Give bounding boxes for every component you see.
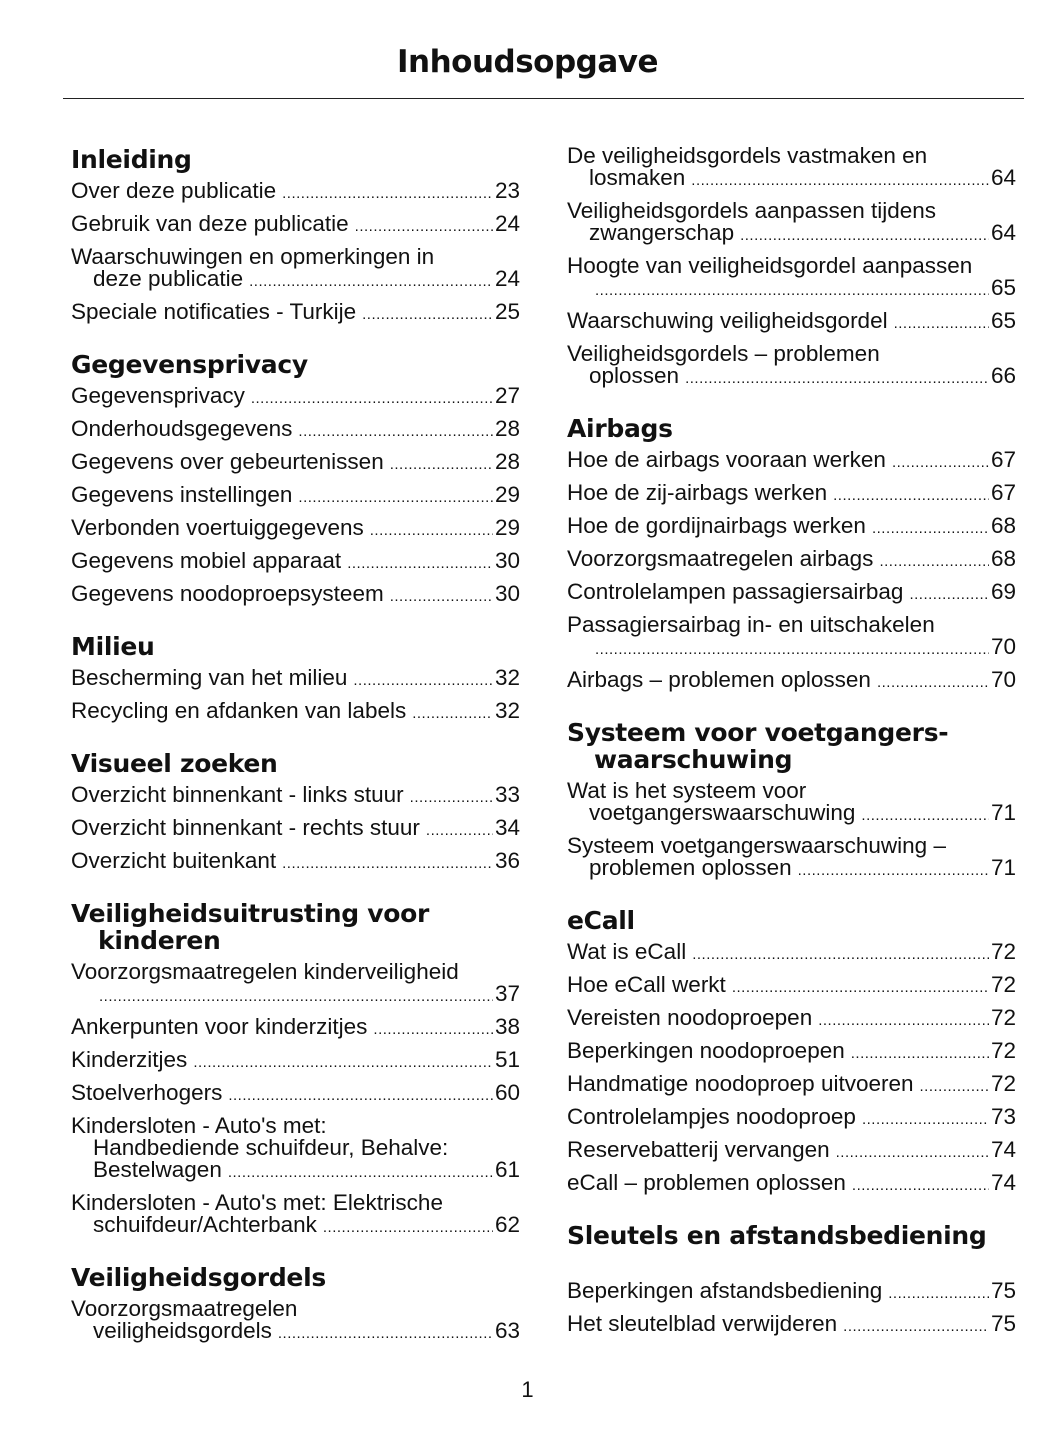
section-heading: Airbags: [567, 414, 673, 443]
dot-leader: [691, 170, 989, 192]
toc-entry[interactable]: [71, 850, 520, 883]
entry-page-number: 65: [990, 275, 1016, 300]
entry-text: Reservebatterij vervangen: [567, 1137, 830, 1162]
entry-text: eCall – problemen oplossen: [567, 1170, 846, 1195]
dot-leader: [877, 672, 989, 694]
toc-section: [71, 900, 520, 1247]
toc-entry[interactable]: [71, 180, 520, 213]
entry-text: Controlelampen passagiersairbag: [567, 579, 904, 604]
entry-text: Speciale notificaties - Turkije: [71, 299, 357, 324]
entry-text: zwangerschap: [589, 220, 735, 245]
dot-leader: [862, 1109, 989, 1131]
toc-left-column: [71, 140, 520, 1370]
entry-text: Gegevens over gebeurtenissen: [71, 449, 384, 474]
dot-leader: [833, 485, 989, 507]
entry-page-number: 28: [494, 449, 520, 474]
entry-page-number: 72: [990, 972, 1016, 997]
dot-leader: [836, 1142, 989, 1164]
entry-text: Voorzorgsmaatregelen: [71, 1296, 298, 1321]
entry-text: De veiligheidsgordels vastmaken en: [567, 143, 928, 168]
entry-page-number: 75: [990, 1278, 1016, 1303]
toc-entry[interactable]: [567, 449, 1016, 482]
entry-text: Waarschuwing veiligheidsgordel: [567, 308, 888, 333]
entry-text: Controlelampjes noodoproep: [567, 1104, 856, 1129]
section-heading: Inleiding: [71, 145, 192, 174]
dot-leader: [353, 670, 493, 692]
entry-text: Hoe de gordijnairbags werken: [567, 513, 866, 538]
entry-text: Beperkingen afstandsbediening: [567, 1278, 883, 1303]
entry-text: Waarschuwingen en opmerkingen in: [71, 244, 435, 269]
toc-entry[interactable]: [71, 1115, 520, 1192]
toc-entry[interactable]: [71, 385, 520, 418]
entry-text: Gebruik van deze publicatie: [71, 211, 349, 236]
toc-entry[interactable]: [567, 1007, 1016, 1040]
entry-page-number: 75: [990, 1311, 1016, 1336]
entry-page-number: 70: [990, 667, 1016, 692]
toc-entry[interactable]: [567, 515, 1016, 548]
toc-section: [71, 351, 520, 616]
entry-page-number: 29: [494, 482, 520, 507]
dot-leader: [251, 388, 493, 410]
dot-leader: [228, 1162, 493, 1184]
toc-entry[interactable]: [71, 484, 520, 517]
entry-page-number: 27: [494, 383, 520, 408]
toc-entry[interactable]: [567, 614, 1016, 669]
dot-leader: [818, 1010, 989, 1032]
toc-entry[interactable]: [71, 1082, 520, 1115]
dot-leader: [298, 487, 493, 509]
dot-leader: [685, 368, 989, 390]
toc-section: [567, 907, 1016, 1205]
dot-leader: [362, 304, 493, 326]
toc-entry[interactable]: [71, 301, 520, 334]
toc-entry[interactable]: [71, 583, 520, 616]
toc-entry[interactable]: [567, 1280, 1016, 1313]
dot-leader: [99, 986, 493, 1008]
toc-entry[interactable]: [71, 784, 520, 817]
entry-page-number: 67: [990, 480, 1016, 505]
entry-text: Gegevens noodoproepsysteem: [71, 581, 384, 606]
dot-leader: [355, 216, 493, 238]
entry-text: Stoelverhogers: [71, 1080, 223, 1105]
dot-leader: [298, 421, 493, 443]
entry-text: Wat is het systeem voor: [567, 778, 807, 803]
toc-entry[interactable]: [567, 310, 1016, 343]
toc-entry[interactable]: [71, 961, 520, 1016]
entry-page-number: 32: [494, 698, 520, 723]
entry-text: veiligheidsgordels: [93, 1318, 272, 1343]
dot-leader: [892, 452, 989, 474]
toc-entry[interactable]: [567, 1040, 1016, 1073]
section-heading: Milieu: [71, 632, 155, 661]
page-number: 1: [521, 1377, 534, 1402]
entry-text: Overzicht buitenkant: [71, 848, 277, 873]
entry-page-number: 61: [494, 1157, 520, 1182]
section-heading: Sleutels en afstandsbediening: [567, 1221, 987, 1250]
toc-entry[interactable]: [71, 700, 520, 733]
page-title: Inhoudsopgave: [396, 44, 658, 80]
toc-entry[interactable]: [71, 451, 520, 484]
entry-text: Handmatige noodoproep uitvoeren: [567, 1071, 914, 1096]
entry-page-number: 32: [494, 665, 520, 690]
dot-leader: [595, 639, 989, 661]
toc-entry[interactable]: [71, 1298, 520, 1353]
toc-section: [71, 633, 520, 733]
entry-page-number: 72: [990, 1071, 1016, 1096]
dot-leader: [852, 1175, 989, 1197]
toc-entry[interactable]: [71, 246, 520, 301]
section-heading: Veiligheidsgordels: [71, 1263, 326, 1292]
entry-page-number: 64: [990, 220, 1016, 245]
entry-page-number: 71: [990, 800, 1016, 825]
entry-text: Veiligheidsgordels – problemen: [567, 341, 880, 366]
entry-page-number: 72: [990, 939, 1016, 964]
entry-text: Beperkingen noodoproepen: [567, 1038, 845, 1063]
entry-page-number: 29: [494, 515, 520, 540]
toc-section: [567, 145, 1016, 398]
entry-text: Bestelwagen: [93, 1157, 222, 1182]
dot-leader: [390, 454, 493, 476]
toc-entry[interactable]: [71, 213, 520, 246]
entry-text: Kindersloten - Auto's met:: [71, 1113, 327, 1138]
toc-section: [567, 415, 1016, 702]
dot-leader: [732, 977, 989, 999]
dot-leader: [851, 1043, 989, 1065]
entry-page-number: 74: [990, 1170, 1016, 1195]
dot-leader: [410, 787, 493, 809]
entry-text: losmaken: [589, 165, 686, 190]
entry-page-number: 38: [494, 1014, 520, 1039]
entry-text: Overzicht binnenkant - rechts stuur: [71, 815, 420, 840]
entry-text: Bescherming van het milieu: [71, 665, 348, 690]
toc-section: [567, 1222, 1016, 1346]
entry-page-number: 69: [990, 579, 1016, 604]
entry-page-number: 23: [494, 178, 520, 203]
toc-entry[interactable]: [567, 200, 1016, 255]
entry-text: Voorzorgsmaatregelen kinderveiligheid: [71, 959, 459, 984]
entry-page-number: 72: [990, 1005, 1016, 1030]
toc-entry[interactable]: [71, 1016, 520, 1049]
toc-entry[interactable]: [567, 941, 1016, 974]
toc-entry[interactable]: [567, 255, 1016, 310]
toc-entry[interactable]: [567, 1172, 1016, 1205]
section-heading: Visueel zoeken: [71, 749, 278, 778]
dot-leader: [373, 1019, 493, 1041]
entry-text: Overzicht binnenkant - links stuur: [71, 782, 404, 807]
entry-page-number: 24: [494, 211, 520, 236]
entry-text: deze publicatie: [93, 266, 244, 291]
toc-entry[interactable]: [71, 817, 520, 850]
dot-leader: [740, 225, 989, 247]
entry-text: Kinderzitjes: [71, 1047, 188, 1072]
entry-text: Handbediende schuifdeur, Behalve:: [93, 1135, 449, 1160]
dot-leader: [282, 853, 493, 875]
toc-entry[interactable]: [567, 669, 1016, 702]
dot-leader: [370, 520, 493, 542]
entry-page-number: 72: [990, 1038, 1016, 1063]
dot-leader: [894, 313, 989, 335]
entry-text: Hoe eCall werkt: [567, 972, 726, 997]
toc-entry[interactable]: [567, 780, 1016, 835]
dot-leader: [390, 586, 493, 608]
toc-entry[interactable]: [567, 1313, 1016, 1346]
entry-text: schuifdeur/Achterbank: [93, 1212, 317, 1237]
entry-page-number: 36: [494, 848, 520, 873]
toc-entry[interactable]: [567, 974, 1016, 1007]
dot-leader: [412, 703, 493, 725]
entry-page-number: 25: [494, 299, 520, 324]
dot-leader: [347, 553, 493, 575]
entry-page-number: 28: [494, 416, 520, 441]
entry-page-number: 66: [990, 363, 1016, 388]
dot-leader: [228, 1085, 493, 1107]
dot-leader: [323, 1217, 493, 1239]
entry-text: Passagiersairbag in- en uitschakelen: [567, 612, 935, 637]
entry-text: Hoogte van veiligheidsgordel aanpassen: [567, 253, 973, 278]
entry-text: Systeem voetgangerswaarschuwing –: [567, 833, 946, 858]
entry-page-number: 74: [990, 1137, 1016, 1162]
toc-entry[interactable]: [567, 835, 1016, 890]
dot-leader: [879, 551, 989, 573]
toc-entry[interactable]: [567, 145, 1016, 200]
entry-text: Wat is eCall: [567, 939, 687, 964]
entry-page-number: 51: [494, 1047, 520, 1072]
entry-text: Het sleutelblad verwijderen: [567, 1311, 838, 1336]
entry-page-number: 30: [494, 548, 520, 573]
toc-entry[interactable]: [567, 548, 1016, 581]
toc-section: [567, 719, 1016, 890]
entry-page-number: 68: [990, 546, 1016, 571]
dot-leader: [282, 183, 493, 205]
dot-leader: [843, 1316, 989, 1338]
entry-page-number: 68: [990, 513, 1016, 538]
entry-page-number: 33: [494, 782, 520, 807]
toc-entry[interactable]: [567, 1139, 1016, 1172]
toc-entry[interactable]: [567, 482, 1016, 515]
entry-page-number: 37: [494, 981, 520, 1006]
entry-page-number: 30: [494, 581, 520, 606]
dot-leader: [692, 944, 989, 966]
toc-right-column: [567, 145, 1016, 1363]
entry-text: Recycling en afdanken van labels: [71, 698, 407, 723]
entry-page-number: 60: [494, 1080, 520, 1105]
entry-text: problemen oplossen: [589, 855, 792, 880]
dot-leader: [595, 280, 989, 302]
toc-entry[interactable]: [71, 550, 520, 583]
toc-entry[interactable]: [567, 581, 1016, 614]
entry-page-number: 62: [494, 1212, 520, 1237]
entry-text: oplossen: [589, 363, 680, 388]
toc-entry[interactable]: [567, 1073, 1016, 1106]
entry-text: Onderhoudsgegevens: [71, 416, 293, 441]
entry-text: Airbags – problemen oplossen: [567, 667, 871, 692]
section-heading: Systeem voor voetgangers-waarschuwing: [567, 718, 949, 774]
toc-entry[interactable]: [71, 667, 520, 700]
toc-section: [71, 1264, 520, 1353]
dot-leader: [193, 1052, 493, 1074]
toc-section: [71, 146, 520, 334]
entry-page-number: 67: [990, 447, 1016, 472]
entry-text: Kindersloten - Auto's met: Elektrische: [71, 1190, 443, 1215]
dot-leader: [426, 820, 493, 842]
entry-page-number: 34: [494, 815, 520, 840]
entry-text: Over deze publicatie: [71, 178, 277, 203]
entry-text: Hoe de zij-airbags werken: [567, 480, 828, 505]
dot-leader: [798, 860, 989, 882]
toc-entry[interactable]: [71, 1192, 520, 1247]
entry-page-number: 24: [494, 266, 520, 291]
entry-text: Voorzorgsmaatregelen airbags: [567, 546, 874, 571]
toc-entry[interactable]: [71, 1049, 520, 1082]
entry-text: Verbonden voertuiggegevens: [71, 515, 364, 540]
entry-page-number: 65: [990, 308, 1016, 333]
entry-text: Gegevensprivacy: [71, 383, 245, 408]
toc-entry[interactable]: [567, 343, 1016, 398]
dot-leader: [861, 805, 989, 827]
section-heading: eCall: [567, 906, 635, 935]
toc-section: [71, 750, 520, 883]
entry-page-number: 73: [990, 1104, 1016, 1129]
entry-page-number: 70: [990, 634, 1016, 659]
entry-text: Gegevens instellingen: [71, 482, 293, 507]
toc-entry[interactable]: [567, 1106, 1016, 1139]
entry-text: Veiligheidsgordels aanpassen tijdens: [567, 198, 937, 223]
toc-entry[interactable]: [71, 418, 520, 451]
entry-page-number: 71: [990, 855, 1016, 880]
dot-leader: [278, 1323, 493, 1345]
dot-leader: [888, 1283, 989, 1305]
entry-text: Ankerpunten voor kinderzitjes: [71, 1014, 368, 1039]
title-divider: [63, 98, 1024, 99]
toc-entry[interactable]: [71, 517, 520, 550]
entry-page-number: 64: [990, 165, 1016, 190]
section-heading: Gegevensprivacy: [71, 350, 308, 379]
entry-text: voetgangerswaarschuwing: [589, 800, 856, 825]
dot-leader: [872, 518, 989, 540]
entry-text: Vereisten noodoproepen: [567, 1005, 813, 1030]
dot-leader: [249, 271, 493, 293]
entry-text: Gegevens mobiel apparaat: [71, 548, 342, 573]
entry-page-number: 63: [494, 1318, 520, 1343]
dot-leader: [920, 1076, 989, 1098]
section-heading: Veiligheidsuitrusting voor kinderen: [71, 899, 430, 955]
entry-text: Hoe de airbags vooraan werken: [567, 447, 886, 472]
dot-leader: [909, 584, 989, 606]
